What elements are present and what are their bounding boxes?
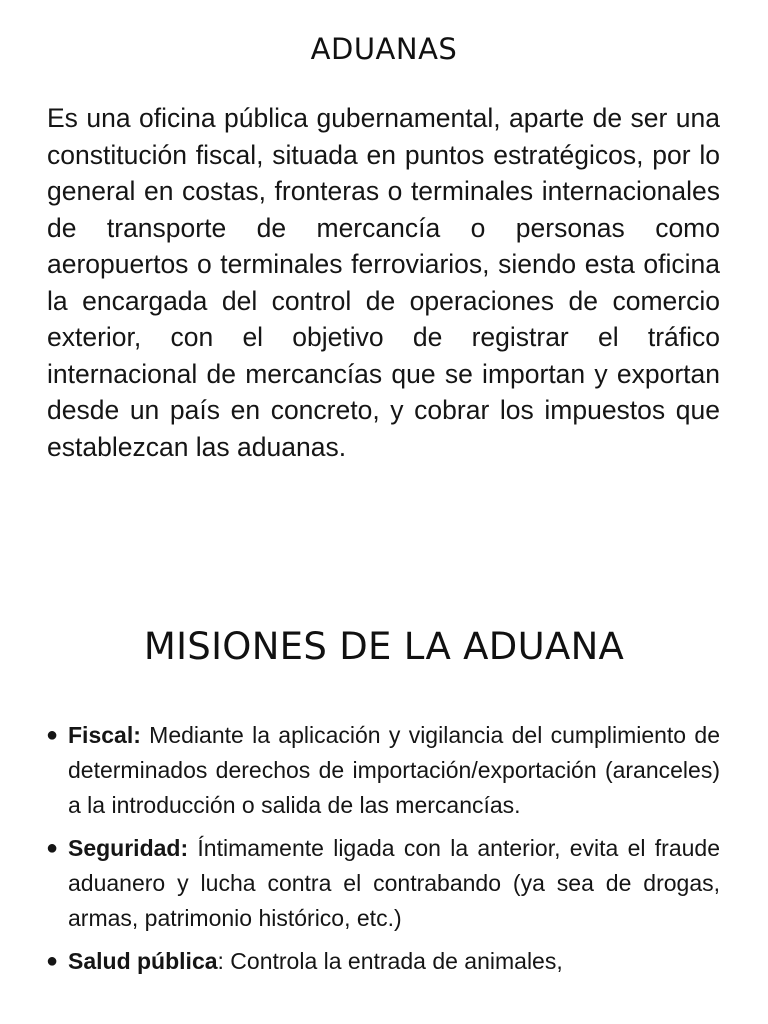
bullet-icon: ●	[46, 724, 59, 746]
mission-description: Íntimamente ligada con la anterior, evita el fraude aduanero y lucha contra el contrabando (ya sea de drogas, armas, patrimonio histórico, etc.)	[68, 835, 720, 931]
mission-term: Salud pública	[68, 948, 218, 974]
mission-term: Seguridad:	[68, 835, 189, 861]
mission-description: : Controla la entrada de animales,	[217, 948, 563, 974]
aduanas-definition-paragraph: Es una oficina pública gubernamental, aparte de ser una constitución fiscal, situada en puntos estratégicos, por lo general en costas, fronteras o terminales internacionales de transporte de mercancía o personas como aeropuertos o terminales ferroviarios, siendo esta oficina la encargada del control de operaciones de comercio exterior, con el objetivo de registrar el tráfico internacional de mercancías que se importan y exportan desde un país en concreto, y cobrar los impuestos que establezcan las aduanas.	[47, 103, 720, 462]
mission-item-salud-publica	[46, 944, 720, 979]
mission-item-fiscal	[46, 718, 720, 823]
mission-term: Fiscal:	[68, 722, 141, 748]
bullet-icon: ●	[46, 950, 59, 972]
mission-description: Mediante la aplicación y vigilancia del cumplimiento de determinados derechos de importación/exportación (aranceles) a la introducción o salida de las mercancías.	[68, 722, 720, 818]
section-title-aduanas: ADUANAS	[310, 32, 458, 66]
bullet-icon: ●	[46, 837, 59, 859]
mission-item-seguridad	[46, 831, 720, 936]
missions-list	[46, 718, 720, 987]
section-title-misiones: MISIONES DE LA ADUANA	[143, 625, 625, 668]
